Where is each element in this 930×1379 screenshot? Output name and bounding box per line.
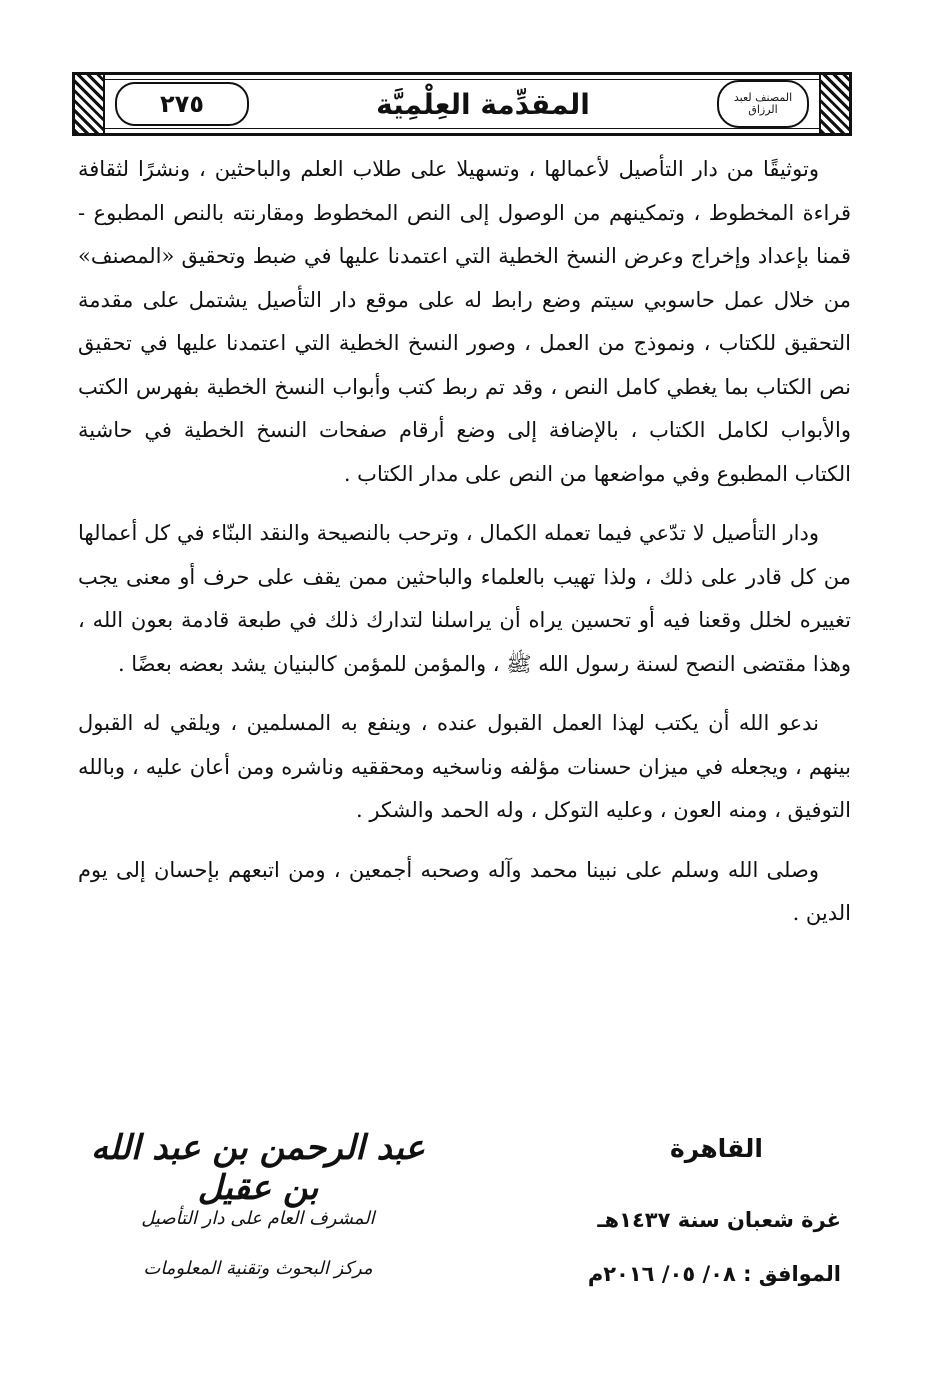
date-hijri: غرة شعبان سنة ١٤٣٧هـ <box>597 1208 841 1232</box>
place-name: القاهرة <box>670 1134 763 1163</box>
paragraph-4: وصلى الله وسلم على نبينا محمد وآله وصحبه أجمعين ، ومن اتبعهم بإحسان إلى يوم الدين . <box>78 857 851 925</box>
header-ornament-left <box>75 75 105 133</box>
closing-block <box>78 1128 851 1318</box>
date-gregorian: الموافق : ٠٨/ ٠٥/ ٢٠١٦م <box>587 1262 841 1286</box>
signature: عبد الرحمن بن عبد الله بن عقيل <box>91 1128 425 1208</box>
publisher-logo: المصنف لعبد الرزاق <box>717 80 809 128</box>
signature-organization: مركز البحوث وتقنية المعلومات <box>143 1258 373 1279</box>
page-number: ٢٧٥ <box>115 82 249 126</box>
signature-title: المشرف العام على دار التأصيل <box>141 1208 375 1229</box>
header-ornament-right <box>819 75 849 133</box>
page-header <box>72 72 852 136</box>
paragraph-3: ندعو الله أن يكتب لهذا العمل القبول عنده ، وينفع به المسلمين ، ويلقي له القبول بينهم ، ويجعله في ميزان حسنات مؤلفه وناسخيه ومحققيه وناشره ومن أعان عليه ، وبالله التوفيق ، ومنه العون ، وعليه التوكل ، وله الحمد والشكر . <box>78 711 851 822</box>
paragraph-2: ودار التأصيل لا تدّعي فيما تعمله الكمال ، وترحب بالنصيحة والنقد البنّاء في كل أعمالها من كل قادر على ذلك ، ولذا تهيب بالعلماء والباحثين ممن يقف على حرف أو معنى يجب تغييره لخلل وقعنا فيه أو تحسين يراه أن يراسلنا لتدارك ذلك في طبعة قادمة بعون الله ، وهذا مقتضى النصح لسنة رسول الله ﷺ ، والمؤمن للمؤمن كالبنيان يشد بعضه بعضًا . <box>78 521 851 676</box>
header-inner <box>105 79 819 129</box>
main-text <box>78 148 851 952</box>
paragraph-1: وتوثيقًا من دار التأصيل لأعمالها ، وتسهيلا على طلاب العلم والباحثين ، ونشرًا لثقافة قراءة المخطوط ، وتمكينهم من الوصول إلى النص المخطوط ومقارنته بالنص المطبوع - قمنا بإعداد وإخراج وعرض النسخ الخطية التي اعتمدنا عليها في ضبط وتحقيق «المصنف» من خلال عمل حاسوبي سيتم وضع رابط له على موقع دار التأصيل يشتمل على مقدمة التحقيق للكتاب ، ونموذج من العمل ، وصور النسخ الخطية التي اعتمدنا عليها في تحقيق نص الكتاب بما يغطي كامل النص ، وقد تم ربط كتب وأبواب النسخ الخطية بفهرس الكتب والأبواب لكامل الكتاب ، بالإضافة إلى وضع أرقام صفحات النسخ الخطية في حاشية الكتاب المطبوع وفي مواضعها من النص على مدار الكتاب . <box>78 157 851 486</box>
running-title: المقدِّمة العِلْمِيَّة <box>376 87 590 121</box>
